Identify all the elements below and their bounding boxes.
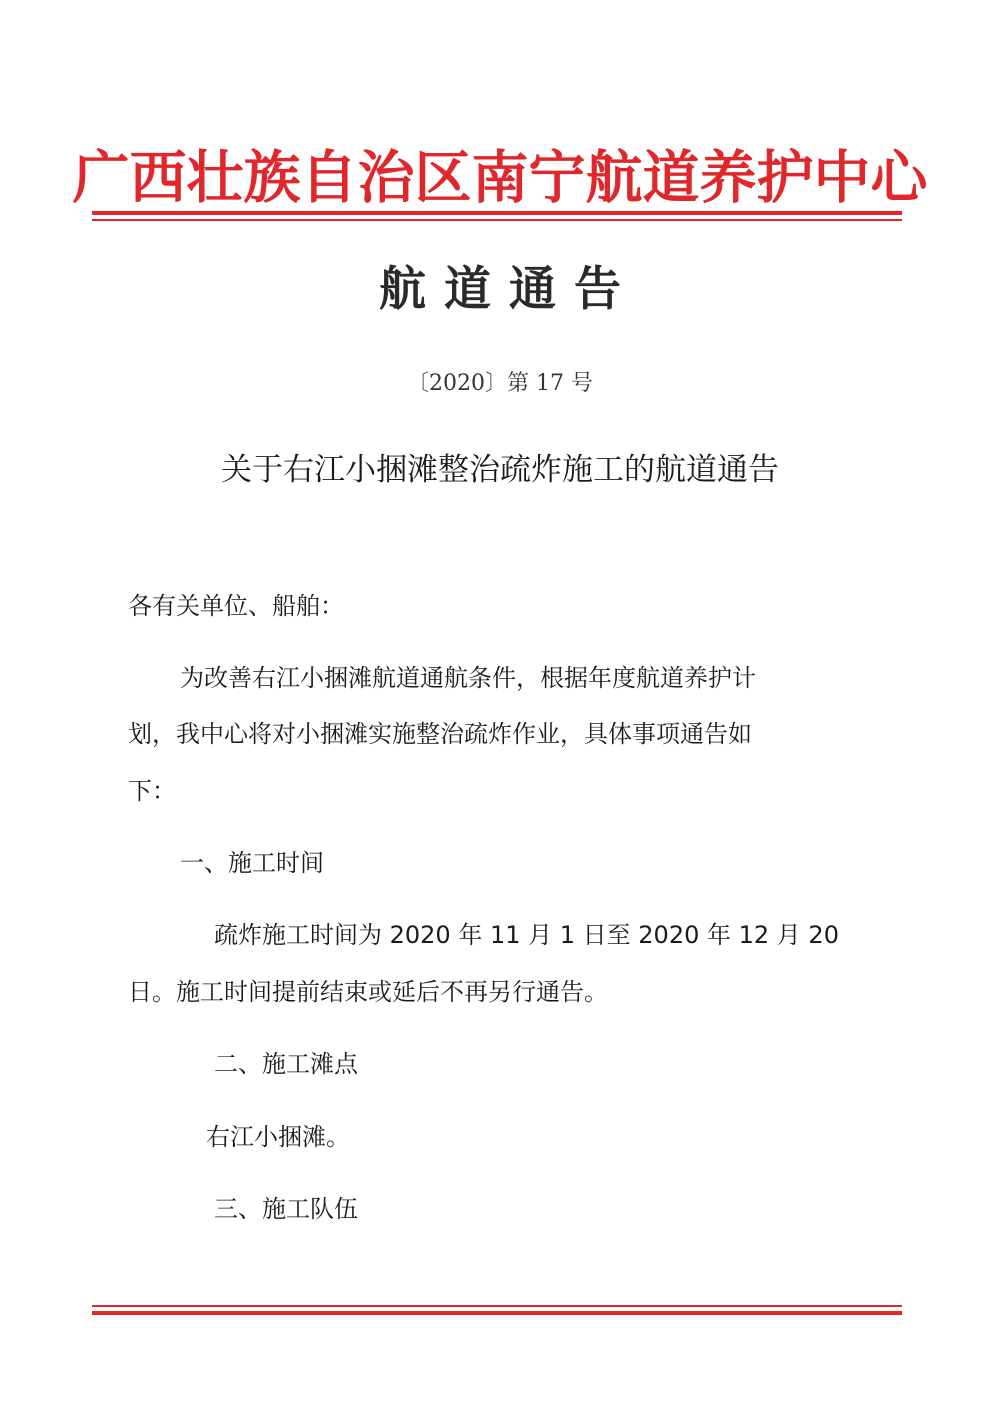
- organization-name: 广西壮族自治区南宁航道养护中心: [72, 144, 928, 211]
- footer-rule-thin: [92, 1305, 902, 1307]
- section-1-line-1: 疏炸施工时间为 2020 年 11 月 1 日至 2020 年 12 月 20: [214, 921, 839, 949]
- header-rule-thick: [92, 211, 902, 215]
- salutation: 各有关单位、船舶：: [128, 592, 344, 620]
- document-number: 〔2020〕第 17 号: [407, 371, 593, 396]
- section-2-text: 右江小捆滩。: [206, 1123, 350, 1151]
- header-rule-thin: [92, 219, 902, 221]
- section-3-heading: 三、施工队伍: [214, 1195, 358, 1223]
- section-2-heading: 二、施工滩点: [214, 1050, 358, 1078]
- intro-line-3: 下：: [128, 777, 176, 805]
- document-type: 航道通告: [379, 262, 639, 317]
- intro-line-2: 划，我中心将对小捆滩实施整治疏炸作业，具体事项通告如: [128, 720, 752, 748]
- section-1-heading: 一、施工时间: [180, 849, 324, 877]
- intro-line-1: 为改善右江小捆滩航道通航条件，根据年度航道养护计: [180, 664, 756, 692]
- document-title: 关于右江小捆滩整治疏炸施工的航道通告: [221, 452, 779, 488]
- footer-rule-thick: [92, 1311, 902, 1315]
- section-1-line-2: 日。施工时间提前结束或延后不再另行通告。: [128, 978, 608, 1006]
